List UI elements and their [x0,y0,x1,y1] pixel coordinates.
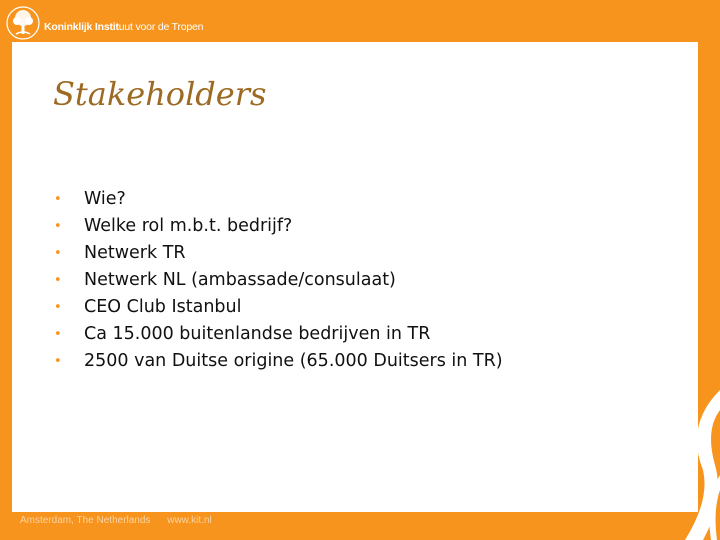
tree-logo-icon [6,6,40,40]
bullet-text: 2500 van Duitse origine (65.000 Duitsers in TR) [84,351,503,371]
bullet-icon: • [54,327,62,342]
bullet-icon: • [54,192,62,207]
slide-title: Stakeholders [53,75,267,113]
bullet-icon: • [54,246,62,261]
white-swoosh-decoration [655,370,720,540]
bullet-icon: • [54,219,62,234]
bullet-text: Welke rol m.b.t. bedrijf? [84,216,293,236]
footer-location: Amsterdam, The Netherlands [20,515,151,526]
bullet-text: Wie? [84,189,126,209]
bullet-text: Ca 15.000 buitenlandse bedrijven in TR [84,324,431,344]
organization-name [44,21,203,33]
slide-content [12,42,698,512]
org-name-light: uut voor de Tropen [118,21,204,33]
bullet-text: CEO Club Istanbul [84,297,242,317]
org-name-bold: Koninklijk Instit [44,21,119,33]
header-bar [0,0,720,42]
footer-url[interactable]: www.kit.nl [167,515,212,526]
bullet-icon: • [54,354,62,369]
bullet-icon: • [54,273,62,288]
footer [20,515,226,526]
bullet-text: Netwerk TR [84,243,186,263]
bullet-text: Netwerk NL (ambassade/consulaat) [84,270,396,290]
bullet-icon: • [54,300,62,315]
